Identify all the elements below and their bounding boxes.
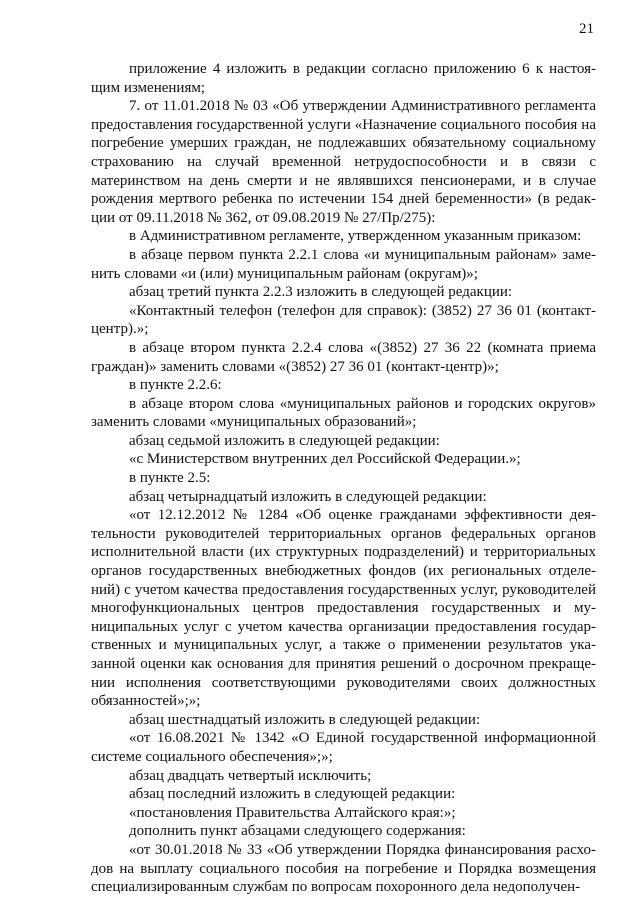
- paragraph: в пункте 2.5:: [129, 470, 211, 487]
- paragraph: абзац четырнадцатый изложить в следующей редакции:: [129, 488, 487, 505]
- paragraph: приложение 4 изложить в редакции согласно приложению 6 к настоящим изменениям;: [91, 61, 596, 96]
- paragraph: в пункте 2.2.6:: [129, 377, 222, 394]
- paragraph: в абзаце втором пункта 2.2.4 слова «(3852) 27 36 22 (комната приема граждан)» заменить словами «(3852) 27 36 01 (контакт-центр)»;: [91, 339, 596, 375]
- document-body: [91, 60, 596, 897]
- paragraph: абзац третий пункта 2.2.3 изложить в следующей редакции:: [129, 284, 513, 301]
- paragraph: в абзаце втором слова «муниципальных районов и городских округов» заменить словами «муниципальных образований»;: [91, 395, 596, 431]
- paragraph: в Административном регламенте, утвержденном указанным приказом:: [129, 228, 582, 245]
- paragraph: абзац шестнадцатый изложить в следующей редакции:: [129, 711, 481, 728]
- paragraph: абзац двадцать четвертый исключить;: [129, 767, 372, 784]
- paragraph: дополнить пункт абзацами следующего содержания:: [129, 823, 466, 840]
- paragraph: «от 16.08.2021 № 1342 «О Единой государственной информационной системе социального обеспечения»;»;: [91, 730, 596, 765]
- paragraph: абзац седьмой изложить в следующей редакции:: [129, 432, 440, 449]
- paragraph: 7. от 11.01.2018 № 03 «Об утверждении Административного регламента предоставления государственной услуги «Назначение социального пособия на погребение умерших граждан, не подлежавших обязательному социальному страхованию на случай временной нетрудоспособности и в связи с материнством на день смерти и не являвшихся пенсионерами, и в случае рождения мертвого ребенка по истечении 154 дней беременности» (в редакции от 09.11.2018 № 362, от 09.08.2019 № 27/Пр/275):: [91, 98, 596, 226]
- paragraph: «с Министерством внутренних дел Российской Федерации.»;: [129, 451, 521, 468]
- paragraph: «от 12.12.2012 № 1284 «Об оценке гражданами эффективности деятельности руководителей территориальных органов федеральных органов исполнительной власти (их структурных подразделений) и территориальных органов государственных внебюджетных фондов (их региональных отделений) с учетом качества предоставления государственных услуг, руководителей многофункциональных центров предоставления государственных и муниципальных услуг с учетом качества организации предоставления государственных и муниципальных услуг, а также о применении результатов указанной оценки как основания для принятия решений о досрочном прекращении исполнения соответствующими руководителями своих должностных обязанностей»;»;: [91, 507, 596, 710]
- paragraph: абзац последний изложить в следующей редакции:: [129, 786, 456, 803]
- page-number: 21: [579, 21, 594, 37]
- paragraph: «постановления Правительства Алтайского края:»;: [129, 804, 456, 821]
- paragraph: «от 30.01.2018 № 33 «Об утверждении Порядка финансирования расходов на выплату социального пособия на погребение и Порядка возмещения специализированным службам по вопросам похоронного дела недополучен-: [91, 841, 596, 896]
- paragraph: «Контактный телефон (телефон для справок): (3852) 27 36 01 (контакт-центр).»;: [91, 302, 596, 338]
- paragraph: в абзаце первом пункта 2.2.1 слова «и муниципальным районам» заменить словами «и (или) муниципальным районам (округам)»;: [91, 246, 596, 282]
